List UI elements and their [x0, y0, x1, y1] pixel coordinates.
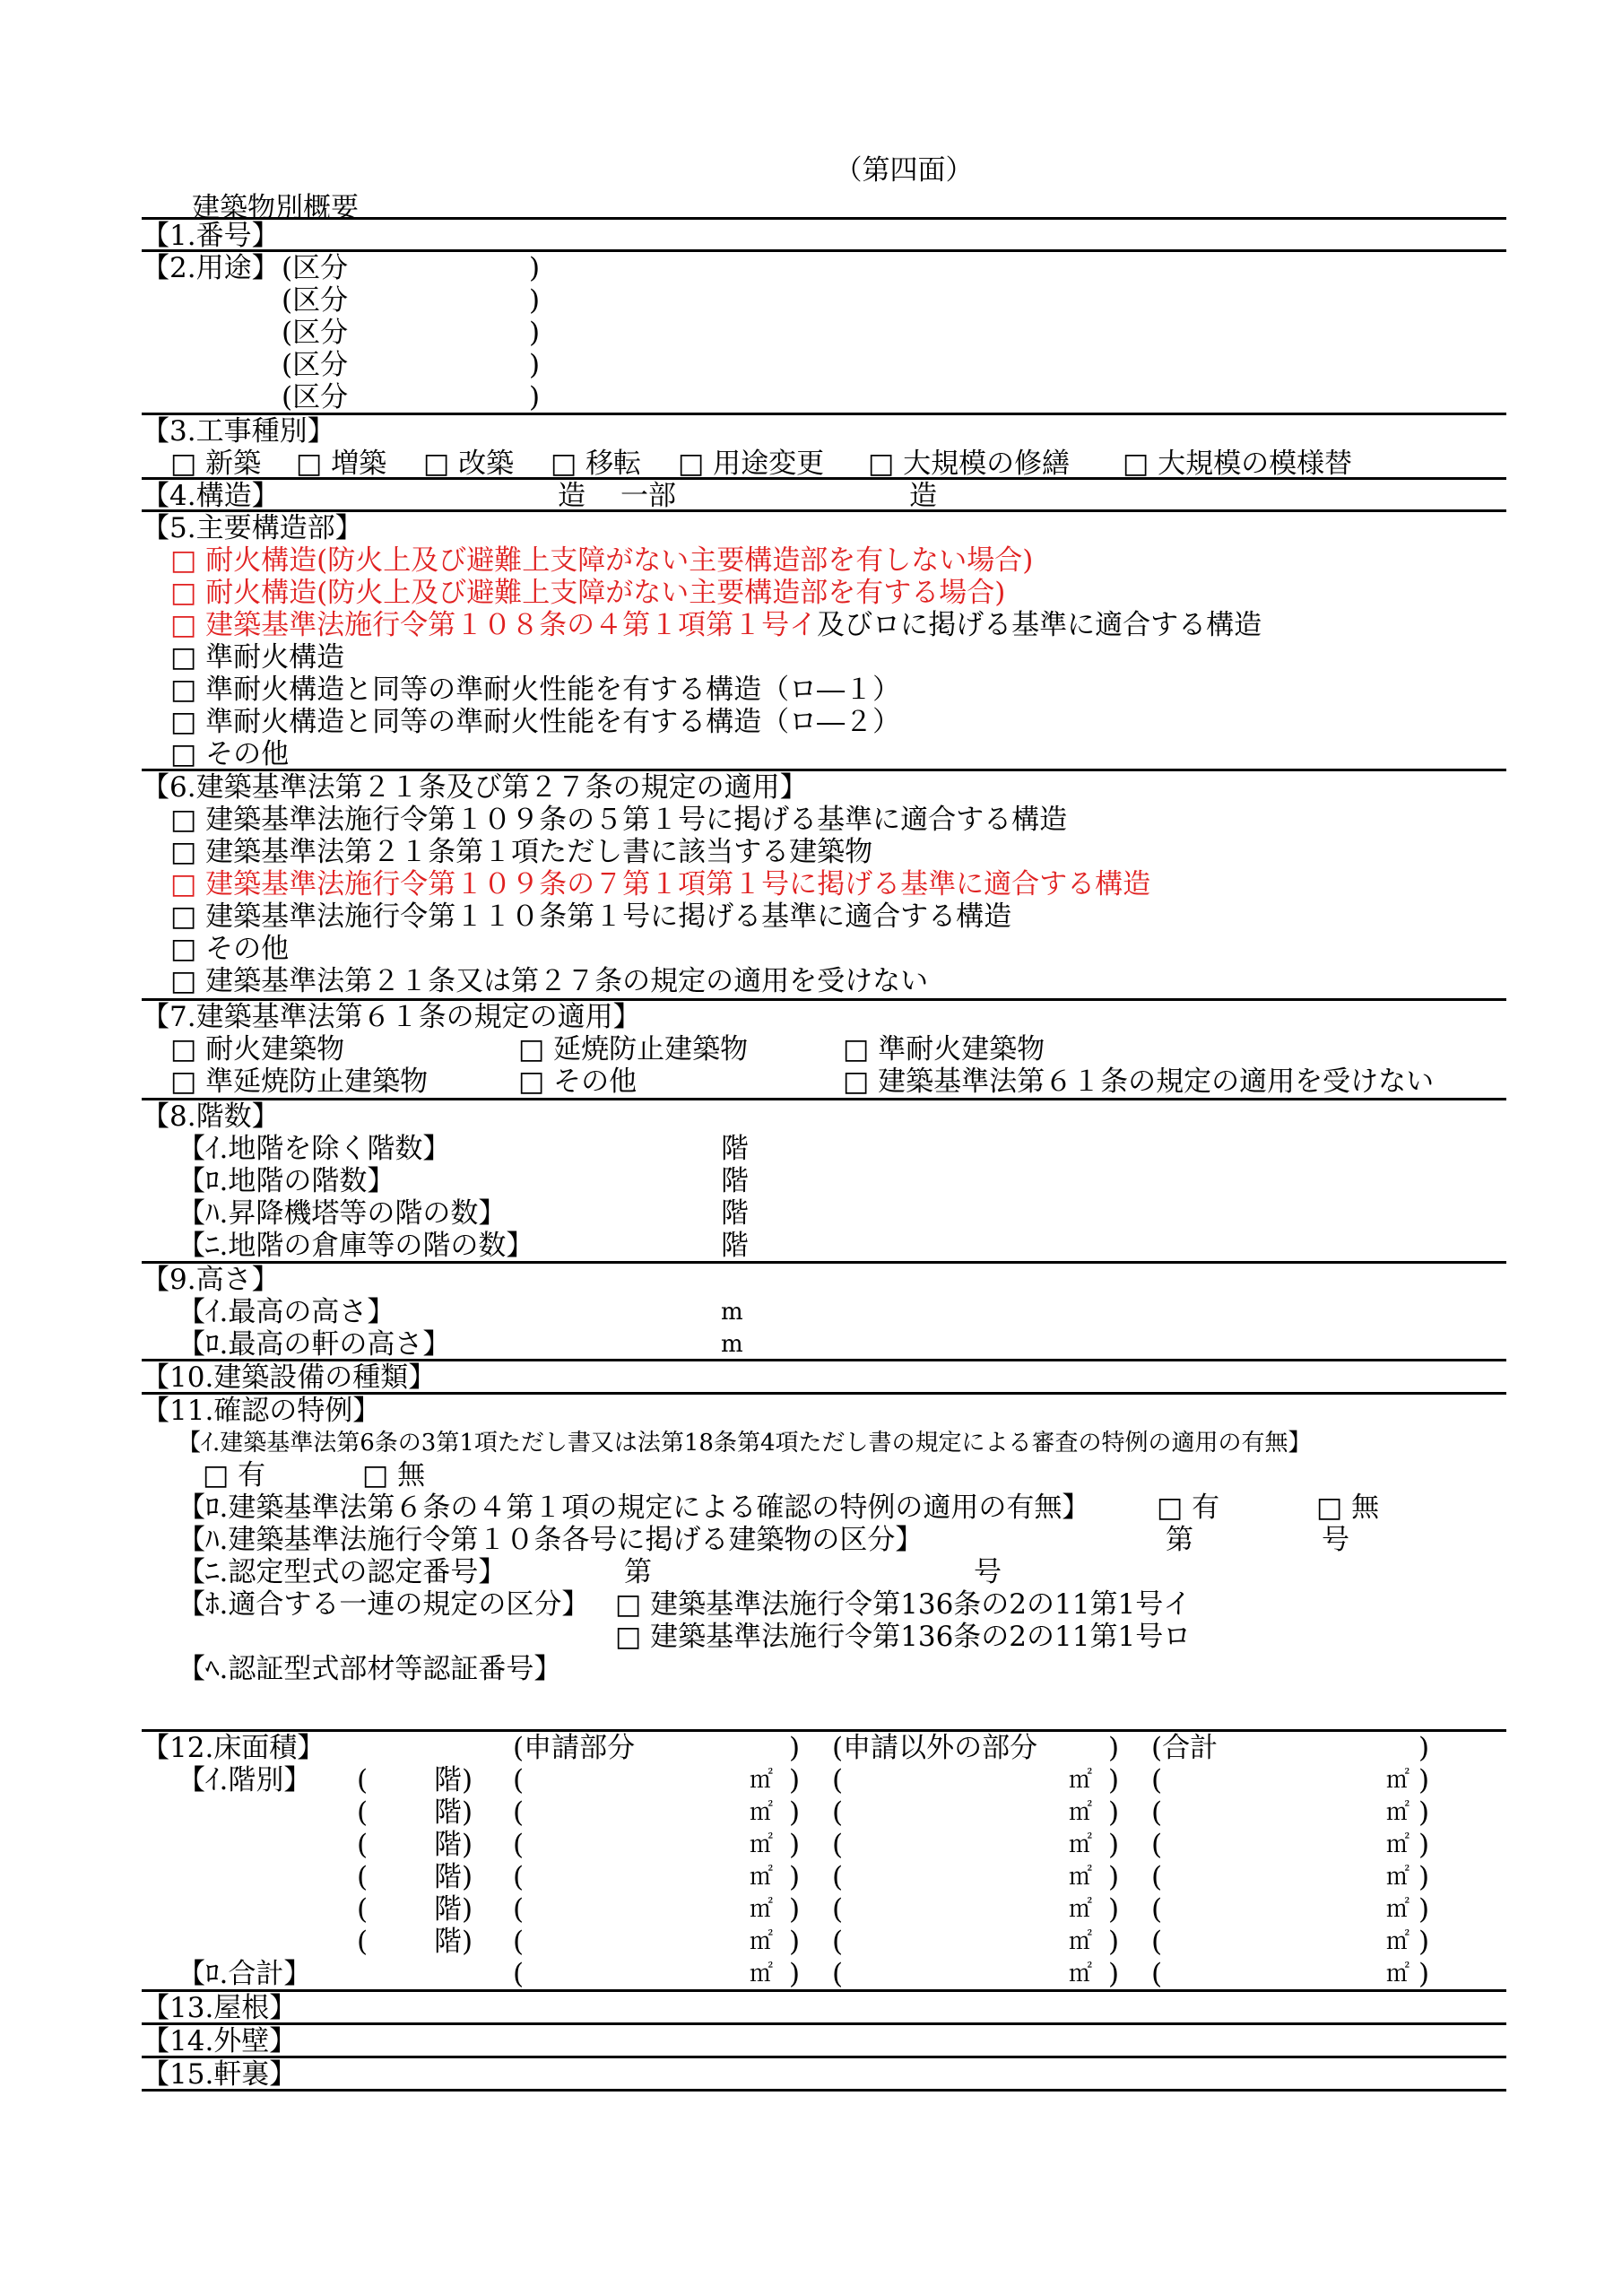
floors-basement-label: 【ﾛ.地階の階数】 [178, 1165, 395, 1197]
sqm-unit: ㎡ [1386, 1896, 1410, 1923]
use-class-close: ) [529, 317, 541, 349]
use-class-row: (区分 [282, 349, 349, 381]
sqm-unit: ㎡ [1069, 1864, 1093, 1891]
checkbox-fireproof-building[interactable]: □ 耐火建築物 [170, 1033, 345, 1065]
checkbox-other[interactable]: □ その他 [170, 738, 290, 770]
floors-unit: 階 [721, 1197, 749, 1230]
rparen: ) [1108, 1926, 1120, 1958]
lparen: ( [1151, 1764, 1163, 1796]
checkbox-review-yes[interactable]: □ 有 [203, 1459, 266, 1492]
section-work-type [142, 413, 1506, 480]
col-non-applied: (申請以外の部分 [832, 1732, 1038, 1764]
checkbox-art61-not-applied[interactable]: □ 建築基準法第６１条の規定の適用を受けない [843, 1065, 1435, 1098]
checkbox-major-remodel[interactable]: □ 大規模の模様替 [1123, 448, 1353, 480]
section-eave-soffit [142, 2056, 1506, 2091]
rparen: ) [1418, 1764, 1430, 1796]
col-rparen: ) [1418, 1732, 1430, 1764]
floors-above-ground-label: 【ｲ.地階を除く階数】 [178, 1133, 451, 1165]
floor-row [142, 1893, 1506, 1926]
lparen: ( [513, 1861, 525, 1893]
section-label: 【9.高さ】 [142, 1264, 280, 1296]
sqm-unit: ㎡ [750, 1799, 774, 1826]
floors-elevator-tower-label: 【ﾊ.昇降機塔等の階の数】 [178, 1197, 507, 1230]
section-label: 【7.建築基準法第６１条の規定の適用】 [142, 1001, 641, 1033]
section-art21-27 [142, 769, 1506, 997]
lparen: ( [513, 1764, 525, 1796]
rparen: ) [789, 1796, 801, 1829]
section-floor-area [142, 1729, 1506, 1990]
sqm-unit: ㎡ [1069, 1896, 1093, 1923]
lparen: ( [357, 1829, 369, 1861]
checkbox-fireproof-with[interactable]: □ 耐火構造(防火上及び避難上支障がない主要構造部を有する場合) [170, 577, 1006, 609]
checkbox-other[interactable]: □ その他 [518, 1065, 638, 1098]
use-class-close: ) [529, 381, 541, 413]
checkbox-art108-4[interactable] [170, 609, 1262, 641]
lparen: ( [513, 1958, 525, 1990]
lparen: ( [1151, 1861, 1163, 1893]
kai: 階) [434, 1764, 473, 1796]
use-class-row: (区分 [282, 317, 349, 349]
section-label: 【2.用途】 [142, 252, 280, 284]
use-class-row: (区分 [282, 381, 349, 413]
special-review-label: 【ｲ.建築基準法第6条の3第1項ただし書又は法第18条第4項ただし書の規定による審査の特例の適用の有無】 [178, 1430, 1312, 1457]
floor-row [142, 1796, 1506, 1829]
floor-row [142, 1861, 1506, 1893]
checkbox-quasi-equiv-1[interactable]: □ 準耐火構造と同等の準耐火性能を有する構造（ロ―１） [170, 674, 901, 706]
checkbox-rebuild[interactable]: □ 改築 [423, 448, 515, 480]
lparen: ( [513, 1829, 525, 1861]
checkbox-confirm-no[interactable]: □ 無 [1316, 1492, 1380, 1524]
rparen: ) [1418, 1861, 1430, 1893]
floors-unit: 階 [721, 1230, 749, 1262]
section-label: 【13.屋根】 [142, 1992, 298, 2024]
sqm-unit: ㎡ [750, 1831, 774, 1858]
lparen: ( [832, 1796, 844, 1829]
section-floors [142, 1098, 1506, 1262]
col-total: (合計 [1151, 1732, 1219, 1764]
checkbox-art136-i[interactable]: □ 建築基準法施行令第136条の2の11第1号イ [615, 1588, 1192, 1621]
kai: 階) [434, 1796, 473, 1829]
document-heading: 建築物別概要 [192, 192, 359, 224]
section-art61 [142, 998, 1506, 1098]
use-class-close: ) [529, 252, 541, 284]
sqm-unit: ㎡ [1386, 1864, 1410, 1891]
section-equipment [142, 1359, 1506, 1394]
art10-dai: 第 [1166, 1524, 1193, 1556]
section-height [142, 1261, 1506, 1361]
rparen: ) [789, 1958, 801, 1990]
section-label: 【1.番号】 [142, 220, 280, 252]
lparen: ( [357, 1861, 369, 1893]
rparen: ) [1108, 1796, 1120, 1829]
lparen: ( [513, 1796, 525, 1829]
bottom-rule [142, 2089, 1506, 2092]
checkbox-review-no[interactable]: □ 無 [362, 1459, 426, 1492]
section-label: 【11.確認の特例】 [142, 1395, 381, 1427]
floor-total-label: 【ﾛ.合計】 [178, 1958, 312, 1990]
height-unit: m [721, 1331, 743, 1358]
kai: 階) [434, 1861, 473, 1893]
rparen: ) [1108, 1861, 1120, 1893]
art10-go: 号 [1322, 1524, 1349, 1556]
lparen: ( [1151, 1958, 1163, 1990]
use-class-close: ) [529, 284, 541, 317]
floors-unit: 階 [721, 1133, 749, 1165]
rparen: ) [1108, 1958, 1120, 1990]
section-special-provisions [142, 1392, 1506, 1685]
checkbox-use-change[interactable]: □ 用途変更 [678, 448, 825, 480]
sqm-unit: ㎡ [1386, 1799, 1410, 1826]
checkbox-quasi-fireproof[interactable]: □ 準耐火構造 [170, 641, 345, 674]
rparen: ) [1108, 1893, 1120, 1926]
floors-basement-storage-label: 【ﾆ.地階の倉庫等の階の数】 [178, 1230, 534, 1262]
structure-zou: 造 [558, 480, 585, 512]
section-exterior-wall [142, 2022, 1506, 2057]
sqm-unit: ㎡ [750, 1767, 774, 1794]
checkbox-other[interactable]: □ その他 [170, 933, 290, 965]
checkbox-not-applied[interactable]: □ 建築基準法第２１条又は第２７条の規定の適用を受けない [170, 965, 929, 997]
type-approval-go: 号 [974, 1556, 1002, 1588]
checkbox-art109-5[interactable]: □ 建築基準法施行令第１０９条の５第１号に掲げる基準に適合する構造 [170, 804, 1068, 836]
floor-by-level-label: 【ｲ.階別】 [178, 1764, 312, 1796]
checkbox-art136-ro[interactable]: □ 建築基準法施行令第136条の2の11第1号ロ [615, 1621, 1192, 1653]
sqm-unit: ㎡ [1069, 1799, 1093, 1826]
lparen: ( [832, 1764, 844, 1796]
type-approval-label: 【ﾆ.認定型式の認定番号】 [178, 1556, 507, 1588]
sqm-unit: ㎡ [1069, 1831, 1093, 1858]
floor-total-row [142, 1958, 1506, 1990]
lparen: ( [832, 1926, 844, 1958]
section-roof [142, 1989, 1506, 2024]
section-label: 【15.軒裏】 [142, 2058, 298, 2091]
floors-unit: 階 [721, 1165, 749, 1197]
use-class-row: (区分 [282, 252, 349, 284]
rparen: ) [1418, 1796, 1430, 1829]
face-title: （第四面） [834, 154, 974, 187]
section-main-structure [142, 509, 1506, 770]
structure-zou-partial: 造 [909, 480, 937, 512]
type-approval-dai: 第 [624, 1556, 652, 1588]
checkbox-quasi-fireproof-building[interactable]: □ 準耐火建築物 [843, 1033, 1045, 1065]
rparen: ) [1418, 1958, 1430, 1990]
lparen: ( [513, 1893, 525, 1926]
kai: 階) [434, 1926, 473, 1958]
rparen: ) [1418, 1893, 1430, 1926]
lparen: ( [832, 1958, 844, 1990]
rparen: ) [789, 1893, 801, 1926]
lparen: ( [832, 1893, 844, 1926]
use-class-row: (区分 [282, 284, 349, 317]
checkbox-art110[interactable]: □ 建築基準法施行令第１１０条第１号に掲げる基準に適合する構造 [170, 900, 1012, 933]
lparen: ( [832, 1829, 844, 1861]
checkbox-art21-proviso[interactable]: □ 建築基準法第２１条第１項ただし書に該当する建築物 [170, 836, 873, 868]
floor-row [142, 1926, 1506, 1958]
rparen: ) [789, 1764, 801, 1796]
checkbox-quasi-equiv-2[interactable]: □ 準耐火構造と同等の準耐火性能を有する構造（ロ―２） [170, 706, 901, 738]
section-number [142, 217, 1506, 252]
rparen: ) [789, 1926, 801, 1958]
sqm-unit: ㎡ [1386, 1767, 1410, 1794]
section-label: 【5.主要構造部】 [142, 512, 363, 544]
checkbox-major-repair[interactable]: □ 大規模の修繕 [868, 448, 1071, 480]
floor-row [142, 1764, 1506, 1796]
lparen: ( [357, 1893, 369, 1926]
certified-parts-label: 【ﾍ.認証型式部材等認証番号】 [178, 1653, 562, 1685]
section-label: 【10.建築設備の種類】 [142, 1361, 437, 1394]
kai: 階) [434, 1829, 473, 1861]
lparen: ( [832, 1861, 844, 1893]
section-label: 【6.建築基準法第２１条及び第２７条の規定の適用】 [142, 771, 808, 804]
floor-row [142, 1829, 1506, 1861]
lparen: ( [1151, 1796, 1163, 1829]
checkbox-confirm-yes[interactable]: □ 有 [1157, 1492, 1220, 1524]
sqm-unit: ㎡ [750, 1961, 774, 1987]
section-label: 【8.階数】 [142, 1100, 280, 1133]
sqm-unit: ㎡ [1386, 1831, 1410, 1858]
lparen: ( [1151, 1893, 1163, 1926]
lparen: ( [1151, 1829, 1163, 1861]
rparen: ) [1418, 1926, 1430, 1958]
art108-4-part: □ 建築基準法施行令第１０８条の４第１項第１号イ [170, 609, 818, 641]
section-structure [142, 477, 1506, 512]
sqm-unit: ㎡ [750, 1928, 774, 1955]
col-rparen: ) [789, 1732, 801, 1764]
max-height-label: 【ｲ.最高の高さ】 [178, 1296, 395, 1328]
rparen: ) [789, 1829, 801, 1861]
sqm-unit: ㎡ [1069, 1961, 1093, 1987]
sqm-unit: ㎡ [1069, 1767, 1093, 1794]
section-label: 【14.外壁】 [142, 2025, 298, 2057]
sqm-unit: ㎡ [1386, 1961, 1410, 1987]
section-label: 【4.構造】 [142, 480, 280, 512]
kai: 階) [434, 1893, 473, 1926]
checkbox-fire-prevention-building[interactable]: □ 延焼防止建築物 [518, 1033, 749, 1065]
sqm-unit: ㎡ [1069, 1928, 1093, 1955]
checkbox-relocation[interactable]: □ 移転 [551, 448, 642, 480]
structure-partial: 一部 [620, 480, 676, 512]
art10-class-label: 【ﾊ.建築基準法施行令第１０条各号に掲げる建築物の区分】 [178, 1524, 924, 1556]
regulation-class-label: 【ﾎ.適合する一連の規定の区分】 [178, 1588, 590, 1621]
special-confirm-label: 【ﾛ.建築基準法第６条の４第１項の規定による確認の特例の適用の有無】 [178, 1492, 1090, 1524]
art108-4-rest: 及びロに掲げる基準に適合する構造 [817, 609, 1262, 641]
lparen: ( [1151, 1926, 1163, 1958]
col-rparen: ) [1108, 1732, 1120, 1764]
lparen: ( [357, 1764, 369, 1796]
checkbox-fireproof-without[interactable]: □ 耐火構造(防火上及び避難上支障がない主要構造部を有しない場合) [170, 544, 1034, 577]
rparen: ) [1418, 1829, 1430, 1861]
sqm-unit: ㎡ [750, 1896, 774, 1923]
checkbox-extension[interactable]: □ 増築 [296, 448, 387, 480]
section-use [142, 249, 1506, 413]
height-unit: m [721, 1299, 743, 1326]
sqm-unit: ㎡ [750, 1864, 774, 1891]
section-label: 【12.床面積】 [142, 1732, 325, 1764]
lparen: ( [513, 1926, 525, 1958]
rparen: ) [1108, 1764, 1120, 1796]
checkbox-art109-7[interactable]: □ 建築基準法施行令第１０９条の７第１項第１号に掲げる基準に適合する構造 [170, 868, 1151, 900]
rparen: ) [1108, 1829, 1120, 1861]
use-class-close: ) [529, 349, 541, 381]
sqm-unit: ㎡ [1386, 1928, 1410, 1955]
checkbox-new[interactable]: □ 新築 [170, 448, 262, 480]
col-applied: (申請部分 [513, 1732, 636, 1764]
rparen: ) [789, 1861, 801, 1893]
checkbox-quasi-fire-prevention-building[interactable]: □ 準延焼防止建築物 [170, 1065, 429, 1098]
lparen: ( [357, 1796, 369, 1829]
lparen: ( [357, 1926, 369, 1958]
section-label: 【3.工事種別】 [142, 415, 335, 448]
max-eave-height-label: 【ﾛ.最高の軒の高さ】 [178, 1328, 451, 1361]
